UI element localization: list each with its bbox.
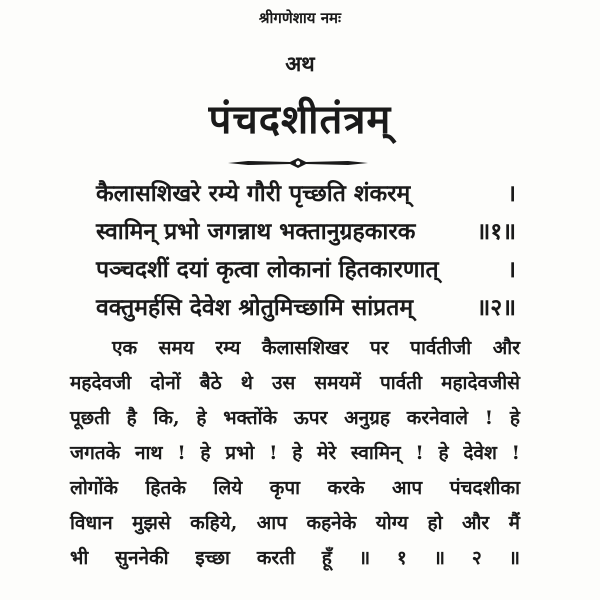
prose-line: महदेवजी दोनों बैठे थे उस समयमें पार्वती महादेवजीसे: [70, 372, 520, 394]
page-title: पंचदशीतंत्रम्: [208, 96, 392, 143]
verse-text: वक्तुमर्हसि देवेश श्रोतुमिच्छामि सांप्रतम्: [96, 294, 414, 321]
prose-line: पूछती है कि, हे भक्तोंके ऊपर अनुग्रह करनेवाले ! हे: [70, 407, 520, 429]
verse-line: [96, 290, 516, 322]
verse-line: [96, 252, 516, 284]
ornament-divider-icon: [228, 156, 368, 170]
verse-text: स्वामिन् प्रभो जगन्नाथ भक्तानुग्रहकारक: [96, 218, 416, 245]
verse-mark: ।: [507, 180, 516, 207]
verse-mark: ॥२॥: [476, 294, 516, 321]
verse-line: [96, 214, 516, 246]
verse-text: पञ्चदशीं दयां कृत्वा लोकानां हितकारणात्: [96, 256, 439, 283]
verse-mark: ।: [507, 256, 516, 283]
invocation-heading: श्रीगणेशाय नमः: [258, 9, 342, 27]
prose-line: लोगोंके हितके लिये कृपा करके आप पंचदशीका: [70, 477, 520, 499]
verse-line: [96, 176, 516, 208]
prose-line: जगतके नाथ ! हे प्रभो ! हे मेरे स्वामिन् ! हे देवेश !: [70, 442, 520, 464]
verse-mark: ॥१॥: [476, 218, 516, 245]
prose-line: एक समय रम्य कैलासशिखर पर पार्वतीजी और: [112, 337, 520, 359]
atha-heading: अथ: [285, 51, 315, 76]
verse-text: कैलासशिखरे रम्ये गौरी पृच्छति शंकरम्: [96, 180, 411, 207]
prose-line: भी सुननेकी इच्छा करती हूँ ॥ १ ॥ २ ॥: [70, 547, 520, 569]
prose-line: विधान मुझसे कहिये, आप कहनेके योग्य हो और मैं: [70, 512, 520, 534]
